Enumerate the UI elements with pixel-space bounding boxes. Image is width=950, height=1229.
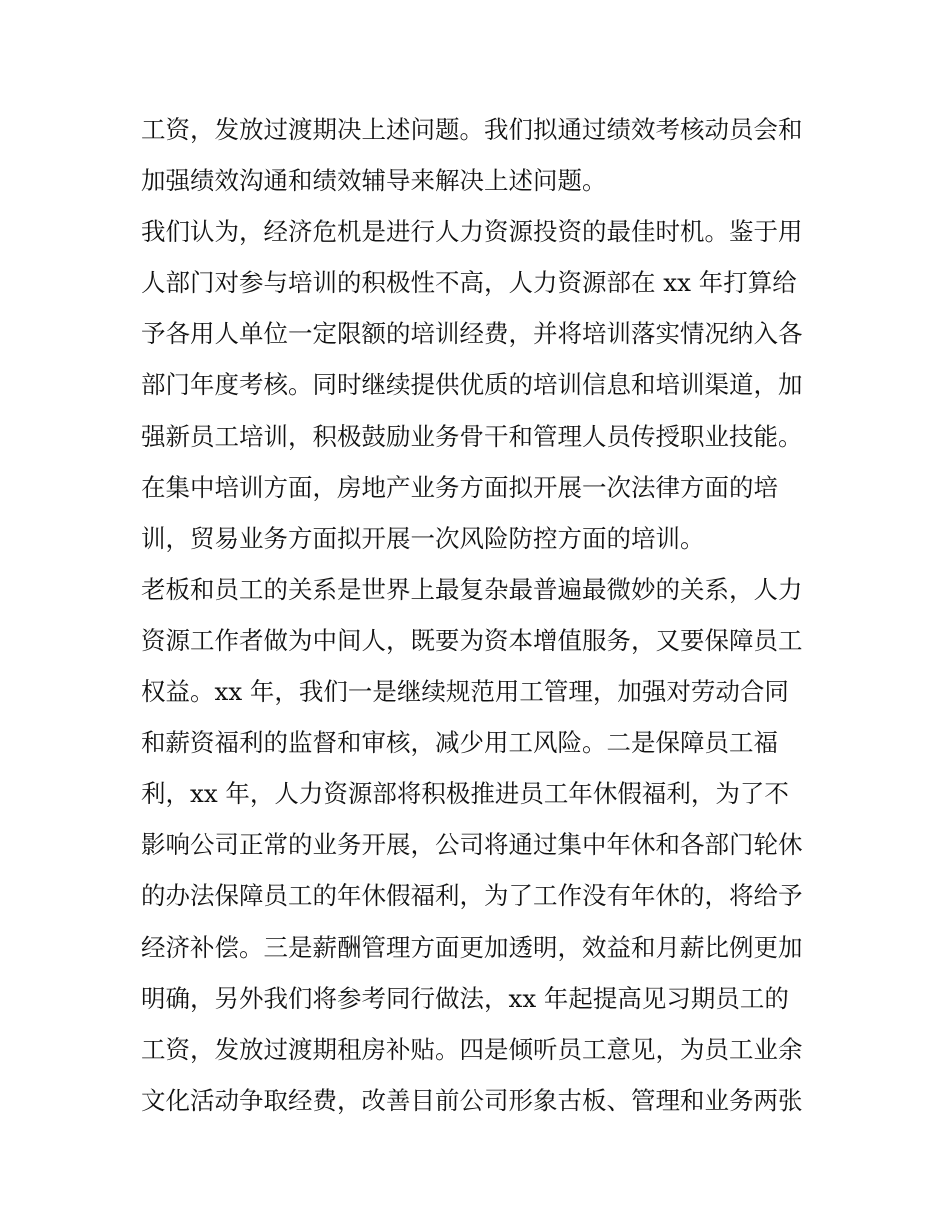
text-line: 在集中培训方面，房地产业务方面拟开展一次法律方面的培 [141, 472, 778, 502]
text-line: 人部门对参与培训的积极性不高，人力资源部在 xx 年打算给 [141, 268, 797, 298]
document-body [141, 104, 821, 1126]
text-line: 明确，另外我们将参考同行做法，xx 年起提高见习期员工的 [141, 983, 789, 1013]
text-line: 的办法保障员工的年休假福利，为了工作没有年休的，将给予 [141, 881, 803, 911]
text-line: 我们认为，经济危机是进行人力资源投资的最佳时机。鉴于用 [141, 217, 803, 247]
text-line: 利，xx 年，人力资源部将积极推进员工年休假福利，为了不 [141, 779, 789, 809]
text-line: 权益。xx 年，我们一是继续规范用工管理，加强对劳动合同 [141, 677, 789, 707]
text-line: 强新员工培训，积极鼓励业务骨干和管理人员传授职业技能。 [141, 421, 803, 451]
text-line: 加强绩效沟通和绩效辅导来解决上述问题。 [141, 166, 607, 196]
text-line: 影响公司正常的业务开展，公司将通过集中年休和各部门轮休 [141, 830, 803, 860]
text-line: 部门年度考核。同时继续提供优质的培训信息和培训渠道，加 [141, 370, 803, 400]
text-line: 老板和员工的关系是世界上最复杂最普遍最微妙的关系，人力 [141, 574, 803, 604]
text-line: 训，贸易业务方面拟开展一次风险防控方面的培训。 [141, 523, 705, 553]
text-line: 和薪资福利的监督和审核，减少用工风险。二是保障员工福 [141, 728, 778, 758]
text-line: 经济补偿。三是薪酬管理方面更加透明，效益和月薪比例更加 [141, 932, 803, 962]
text-line: 工资，发放过渡期租房补贴。四是倾听员工意见，为员工业余 [141, 1034, 803, 1064]
text-line: 工资，发放过渡期决上述问题。我们拟通过绩效考核动员会和 [141, 115, 803, 144]
text-line: 资源工作者做为中间人，既要为资本增值服务，又要保障员工 [141, 625, 803, 655]
text-line: 予各用人单位一定限额的培训经费，并将培训落实情况纳入各 [141, 319, 803, 349]
text-line: 文化活动争取经费，改善目前公司形象古板、管理和业务两张 [141, 1085, 803, 1115]
